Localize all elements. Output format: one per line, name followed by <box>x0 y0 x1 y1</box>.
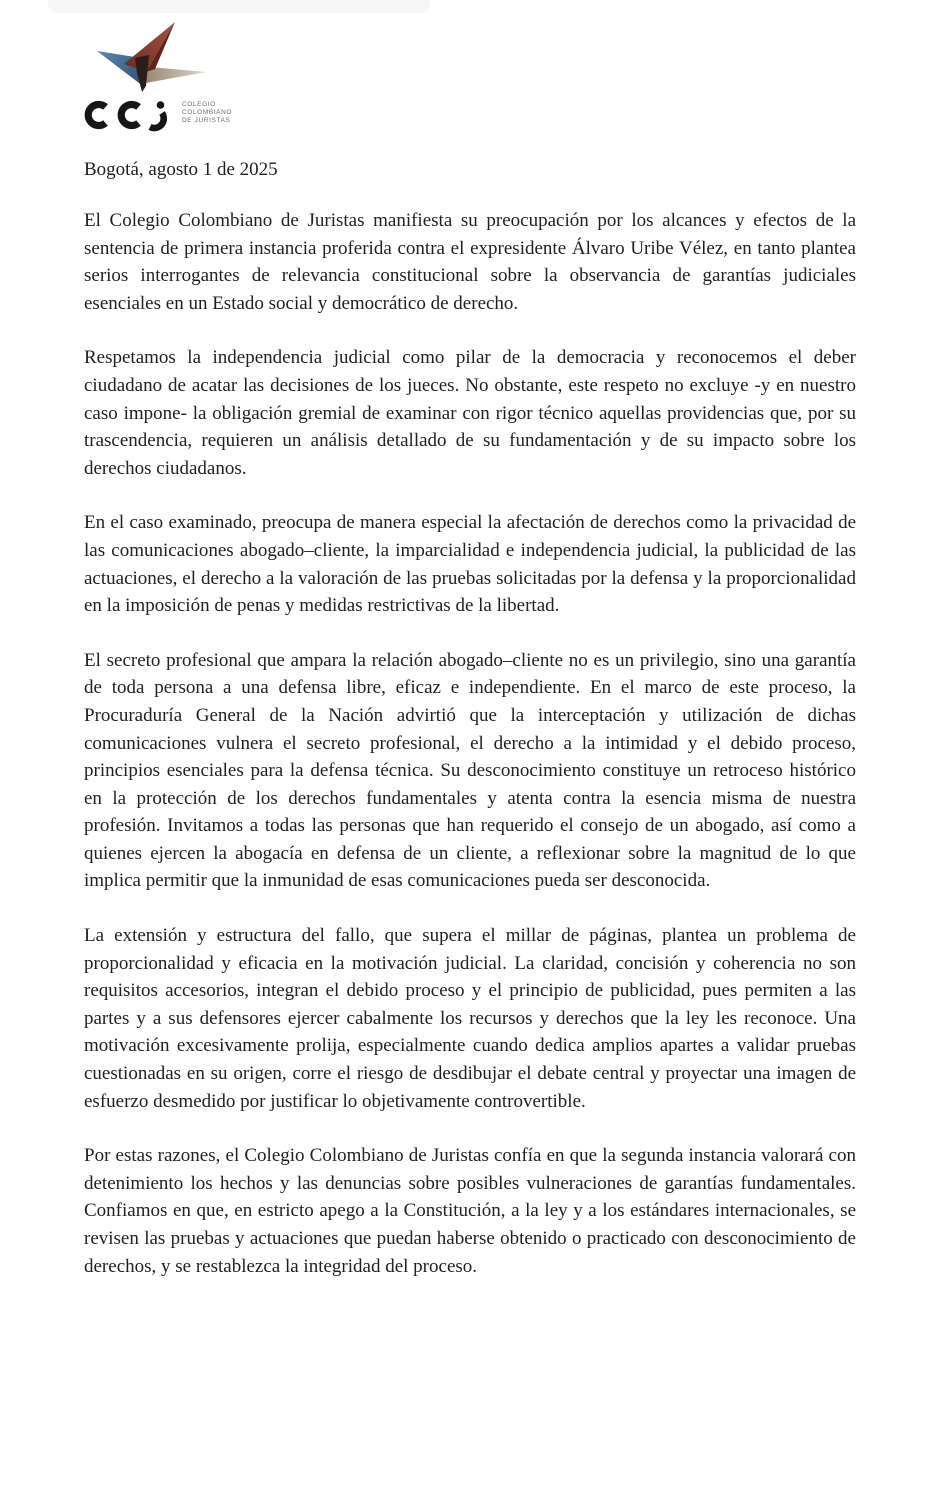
org-name-line: COLOMBIANO <box>182 109 233 116</box>
dateline: Bogotá, agosto 1 de 2025 <box>84 159 278 180</box>
paragraph-judicial-independence: Respetamos la independencia judicial como pilar de la democracia y reconocemos el deber ciudadano de acatar las decisiones de los jueces. No obstante, este respeto no excluye -y en nuestro caso impone- la obligación gremial de examinar con rigor técnico aquellas providencias que, por su trascendencia, requieren un análisis detallado de su fundamentación y de su impacto sobre los derechos ciudadanos. <box>84 347 856 479</box>
paragraph-second-instance: Por estas razones, el Colegio Colombiano de Juristas confía en que la segunda instancia valorará con detenimiento los hechos y las denuncias sobre posibles vulneraciones de garantías fundamentales. Confiamos en que, en estricto apego a la Constitución, a la ley y a los estándares internacionales, se revisen las pruebas y actuaciones que puedan haberse obtenido o practicado con desconocimiento de derechos, y se restablezca la integridad del proceso. <box>84 1145 856 1277</box>
paragraph-affected-rights: En el caso examinado, preocupa de manera especial la afectación de derechos como la privacidad de las comunicaciones abogado–cliente, la imparcialidad e independencia judicial, la publicidad de las actuaciones, el derecho a la valoración de las pruebas solicitadas por la defensa y la proporcionalidad en la imposición de penas y medidas restrictivas de la libertad. <box>84 512 856 617</box>
ccj-lettermark-icon <box>82 98 174 132</box>
ccj-star-icon <box>88 20 218 96</box>
org-name-line: COLEGIO <box>182 101 216 108</box>
ccj-logo <box>82 20 302 132</box>
paragraph-professional-secrecy: El secreto profesional que ampara la relación abogado–cliente no es un privilegio, sino una garantía de toda persona a una defensa libre, eficaz e independiente. En el marco de este proceso, la Procuraduría General de la Nación advirtió que la interceptación y utilización de dichas comunicaciones vulnera el secreto profesional, el derecho a la intimidad y el debido proceso, principios esenciales para la defensa técnica. Su desconocimiento constituye un retroceso histórico en la protección de los derechos fundamentales y atenta contra la esencia misma de nuestra profesión. Invitamos a todas las personas que han requerido el consejo de un abogado, así como a quienes ejercen la abogacía en defensa de un cliente, a reflexionar sobre la magnitud de lo que implica permitir que la inmunidad de esas comunicaciones pueda ser desconocida. <box>84 649 856 892</box>
org-name-line: DE JURISTAS <box>182 117 231 124</box>
paragraph-concern: El Colegio Colombiano de Juristas manifiesta su preocupación por los alcances y efectos de la sentencia de primera instancia proferida contra el expresidente Álvaro Uribe Vélez, en tanto plantea serios interrogantes de relevancia constitucional sobre la observancia de garantías judiciales esenciales en un Estado social y democrático de derecho. <box>84 210 856 314</box>
top-strip <box>48 0 430 13</box>
letter-body <box>84 156 856 1307</box>
org-name <box>182 101 232 125</box>
paragraph-ruling-length: La extensión y estructura del fallo, que supera el millar de páginas, plantea un problema de proporcionalidad y eficacia en la motivación judicial. La claridad, concisión y coherencia no son requisitos accesorios, integran el debido proceso y el principio de publicidad, pues permiten a las partes y a sus defensores ejercer cabalmente los recursos y derechos que la ley les reconoce. Una motivación excesivamente prolija, especialmente cuando dedica amplios apartes a validar pruebas cuestionadas en su origen, corre el riesgo de desdibujar el debate central y proyectar una imagen de esfuerzo desmedido por justificar lo objetivamente controvertible. <box>84 925 856 1112</box>
